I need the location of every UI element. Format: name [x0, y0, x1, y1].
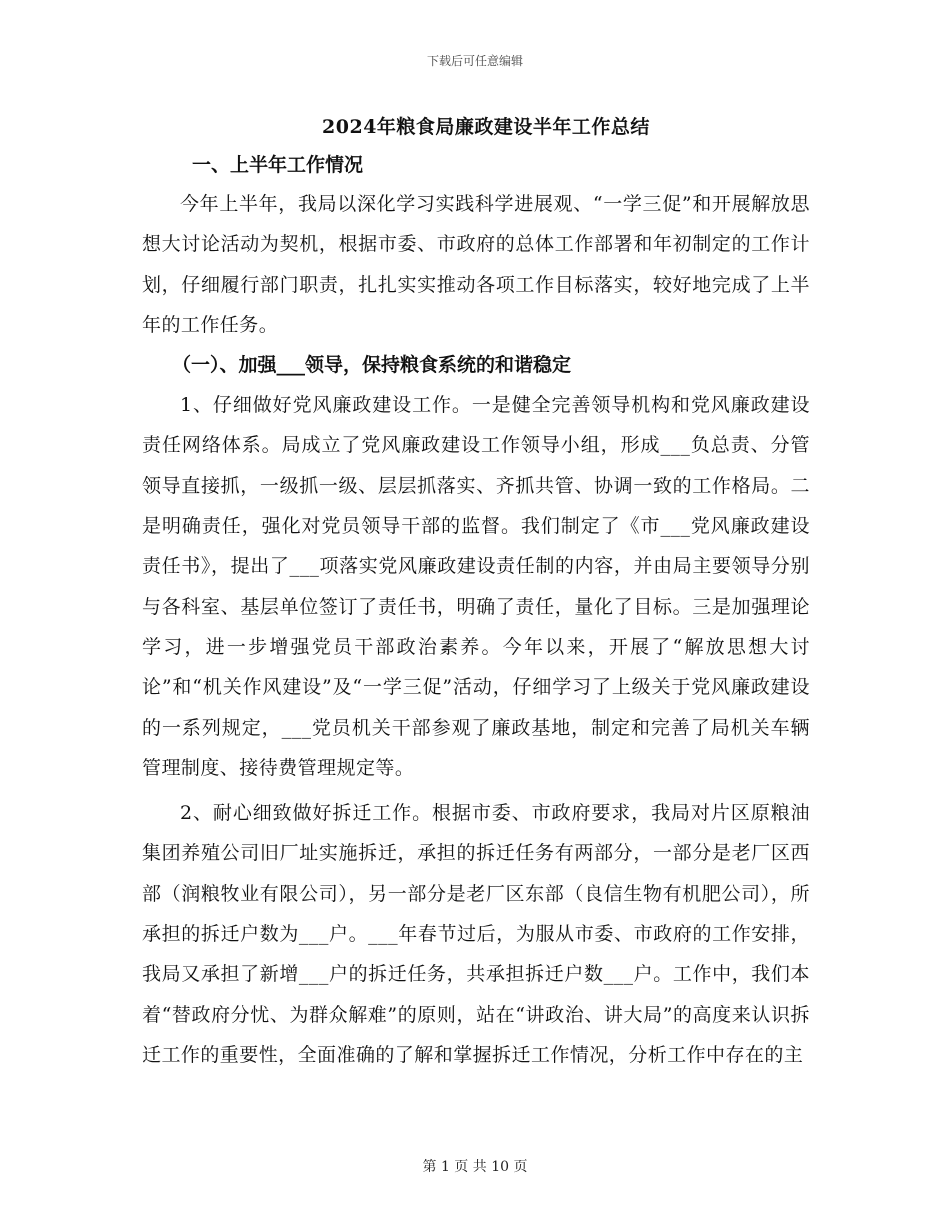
- intro-paragraph: 今年上半年，我局以深化学习实践科学进展观、“一学三促”和开展解放思想大讨论活动为契机，根据市委、市政府的总体工作部署和年初制定的工作计划，仔细履行部门职责，扎扎实实推动各项工作目标落实，较好地完成了上半年的工作任务。: [142, 193, 810, 336]
- paragraph-1: 1、仔细做好党风廉政建设工作。一是健全完善领导机构和党风廉政建设责任网络体系。局成立了党风廉政建设工作领导小组，形成___负总责、分管领导直接抓，一级抓一级、层层抓落实、齐抓共管、协调一致的工作格局。二是明确责任，强化对党员领导干部的监督。我们制定了《市___党风廉政建设责任书》，提出了___项落实党风廉政建设责任制的内容，并由局主要领导分别与各科室、基层单位签订了责任书，明确了责任，量化了目标。三是加强理论学习，进一步增强党员干部政治素养。今年以来，开展了“解放思想大讨论”和“机关作风建设”及“一学三促”活动，仔细学习了上级关于党风廉政建设的一系列规定，___党员机关干部参观了廉政基地，制定和完善了局机关车辆管理制度、接待费管理规定等。: [142, 394, 810, 779]
- subsection-heading: （一）、加强___领导，保持粮食系统的和谐稳定: [172, 354, 572, 377]
- paragraph-2: 2、耐心细致做好拆迁工作。根据市委、市政府要求，我局对片区原粮油集团养殖公司旧厂址实施拆迁，承担的拆迁任务有两部分，一部分是老厂区西部（润粮牧业有限公司），另一部分是老厂区东部（良信生物有机肥公司），所承担的拆迁户数为___户。___年春节过后，为服从市委、市政府的工作安排，我局又承担了新增___户的拆迁任务，共承担拆迁户数___户。工作中，我们本着“替政府分忧、为群众解难”的原则，站在“讲政治、讲大局”的高度来认识拆迁工作的重要性，全面准确的了解和掌握拆迁工作情况，分析工作中存在的主: [142, 802, 810, 1066]
- section-heading: 一、上半年工作情况: [192, 154, 364, 176]
- page-number: 第 1 页 共 10 页: [422, 1159, 528, 1175]
- header-note: 下载后可任意编辑: [426, 54, 523, 68]
- document-body: [142, 112, 810, 1075]
- document-title: 2024年粮食局廉政建设半年工作总结: [322, 116, 650, 138]
